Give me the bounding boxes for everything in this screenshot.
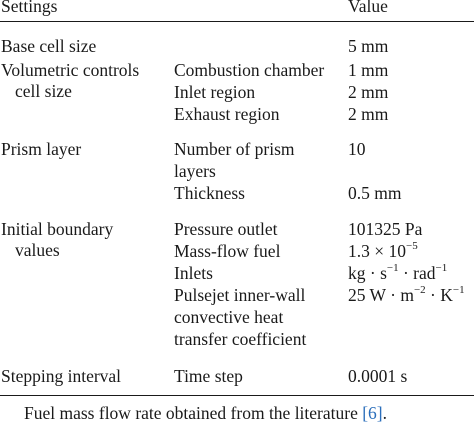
- row-label-prism-layer: Prism layer: [1, 139, 82, 159]
- setting-mass-flow-fuel: Mass-flow fuel: [174, 241, 281, 261]
- value-base-cell-size: 5 mm: [348, 36, 389, 56]
- setting-exhaust-region: Exhaust region: [174, 104, 280, 124]
- table-bottom-rule: [0, 395, 474, 396]
- header-value: Value: [348, 0, 388, 16]
- value-inlet-region: 2 mm: [348, 82, 389, 102]
- value-exhaust-region: 2 mm: [348, 104, 389, 124]
- value-heat-transfer-coefficient: 25 $W \cdot m^{-2} \cdot K^{-1}$: [348, 284, 465, 305]
- row-label-boundary-line1: Initial boundary: [1, 219, 114, 239]
- setting-pulsejet-line3: transfer coefficient: [174, 329, 307, 349]
- setting-pulsejet-line1: Pulsejet inner-wall: [174, 285, 306, 305]
- setting-pulsejet-line2: convective heat: [174, 307, 284, 327]
- row-label-stepping-interval: Stepping interval: [1, 366, 122, 386]
- row-label-volumetric-line2: cell size: [15, 81, 72, 101]
- setting-thickness: Thickness: [174, 183, 245, 203]
- reference-link[interactable]: [6]: [362, 403, 383, 423]
- header-settings: Settings: [1, 0, 58, 16]
- header-bottom-rule: [0, 21, 474, 22]
- table-footnote: Fuel mass flow rate obtained from the literature [6].: [24, 403, 388, 423]
- value-time-step: 0.0001 s: [348, 366, 408, 386]
- setting-number-of-prism-line1: Number of prism: [174, 139, 295, 159]
- value-thickness: 0.5 mm: [348, 183, 402, 203]
- row-label-base-cell-size: Base cell size: [1, 36, 97, 56]
- value-inlets: kg · $s^{-1} \cdot rad^{-1}$: [348, 262, 448, 283]
- row-label-boundary-line2: values: [15, 240, 60, 260]
- value-number-of-prism-layers: 10: [348, 139, 366, 159]
- value-mass-flow-fuel: $1.3 \times 10^{-5}$: [348, 240, 418, 261]
- setting-time-step: Time step: [174, 366, 243, 386]
- setting-inlets: Inlets: [174, 263, 213, 283]
- value-combustion-chamber: 1 mm: [348, 60, 389, 80]
- setting-number-of-prism-line2: layers: [174, 161, 216, 181]
- setting-inlet-region: Inlet region: [174, 82, 256, 102]
- setting-combustion-chamber: Combustion chamber: [174, 60, 325, 80]
- setting-pressure-outlet: Pressure outlet: [174, 219, 278, 239]
- value-pressure-outlet: 101325 Pa: [348, 219, 423, 239]
- row-label-volumetric-line1: Volumetric controls: [1, 60, 140, 80]
